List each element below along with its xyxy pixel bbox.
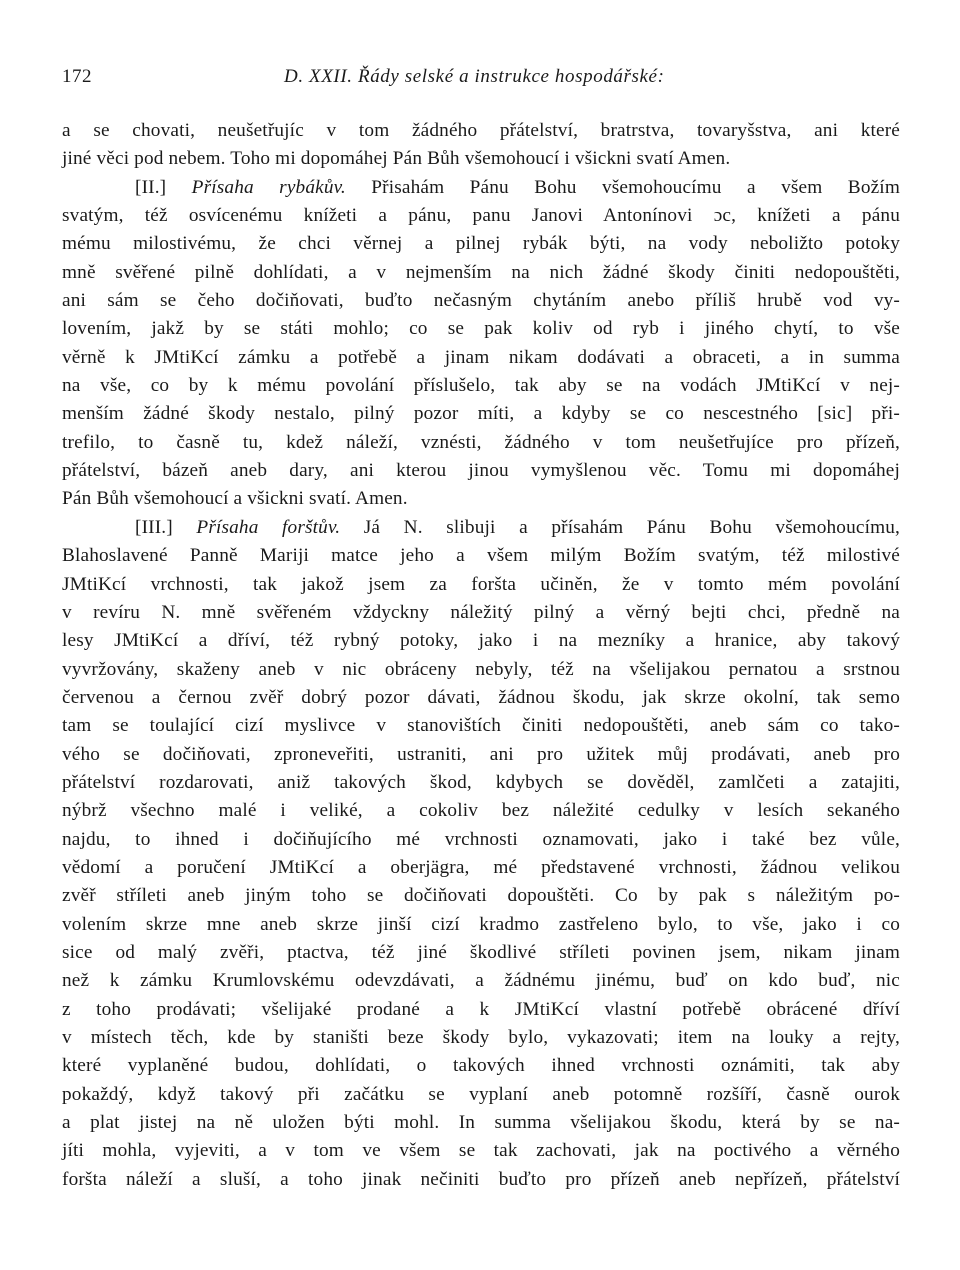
body-text xyxy=(62,117,900,1194)
section-text: Já N. slibuji a přísahám Pánu Bohu všemohoucímu, xyxy=(363,516,900,538)
text-line: jiné věci pod nebem. Toho mi dopomáhej Pán Bůh všemohoucí i všickni svatí Amen. xyxy=(62,148,731,170)
text-line: než k zámku Krumlovskému odevzdávati, a žádnému jinému, buď on kdo buď, nic xyxy=(62,970,900,992)
section-label: [II.] xyxy=(135,176,167,198)
text-line: lovením, jakž by se státi mohlo; co se pak koliv od ryb i jiného chytí, to vše xyxy=(62,318,900,340)
text-line: věrně k JMtiKcí zámku a potřebě a jinam nikam dodávati a obraceti, a in summa xyxy=(62,346,900,368)
text-line: a se chovati, neušetřujíc v tom žádného přátelství, bratrstva, tovaryšstva, ani které xyxy=(62,120,900,141)
text-line: a plat jistej na ně uložen býti mohl. In summa všelijakou škodu, která by se na- xyxy=(62,1112,900,1134)
document-page xyxy=(62,0,900,1270)
page-number: 172 xyxy=(62,66,92,87)
section-heading-line xyxy=(62,514,900,542)
text-line: pokaždý, když takový při začátku se vyplaní aneb potomně rozšíří, časně ourok xyxy=(62,1083,900,1105)
text-line: zvěř stříleti aneb jiným toho se dočiňovati dopouštěti. Co by pak s náležitým po- xyxy=(62,885,900,907)
text-line: mému milostivému, že chci věrnej a pilnej rybák býti, na vody neboližto potoky xyxy=(62,233,900,255)
text-line: na vše, co by k mému povolání příslušelo, tak aby se na vodách JMtiKcí v nej- xyxy=(62,375,900,397)
text-line: vyvržovány, skaženy aneb v nic obráceny nebyly, též na všelijakou pernatou a srstnou xyxy=(62,658,900,680)
text-line: Blahoslavené Panně Mariji matce jeho a všem milým Božím svatým, též milostivé xyxy=(62,545,900,567)
section-text: Přisahám Pánu Bohu všemohoucímu a všem Božím xyxy=(371,176,900,198)
text-line: tam se toulající cizí myslivce v stanovištích činiti nedopouštěti, aneb sám co tako- xyxy=(62,715,900,737)
text-line: menším žádné škody nestalo, pilný pozor míti, a kdyby se co nescestného [sic] při- xyxy=(62,403,900,425)
text-line: foršta náleží a sluší, a toho jinak nečiniti buďto pro přízeň aneb nepřízeň, přátelství xyxy=(62,1168,900,1190)
section-title: Přísaha rybákův. xyxy=(191,176,346,198)
text-line: nýbrž všechno malé i veliké, a cokoliv bez náležité cedulky v lesích sekaného xyxy=(62,800,900,822)
text-line: volením skrze mne aneb skrze jinší cizí kradmo zastřeleno bylo, to vše, jako i co xyxy=(62,913,900,935)
text-line: v revíru N. mně svěřeném vždyckny náležitý pilný a věrný bejti chci, předně na xyxy=(62,601,900,623)
section-title: Přísaha forštův. xyxy=(196,516,341,538)
text-line: které vyplaněné budou, dohlídati, o takových ihned vrchnosti oznámiti, tak aby xyxy=(62,1055,900,1077)
text-line: svatým, též osvícenému knížeti a pánu, panu Janovi Antonínovi ɔc, knížeti a pánu xyxy=(62,205,900,227)
text-line: sice od malý zvěři, ptactva, též jiné škodlivé stříleti povinen jsem, nikam jinam xyxy=(62,941,900,963)
text-line: trefilo, to časně tu, kdež náleží, vznésti, žádného v tom neušetřujíce pro přízeň, xyxy=(62,431,900,453)
section-label: [III.] xyxy=(135,516,173,538)
text-line: najdu, to ihned i dočiňujícího mé vrchnosti oznamovati, jako i také bez vůle, xyxy=(62,828,900,850)
text-line: v místech těch, kde by staništi beze škody bylo, vykazovati; item na louky a rejty, xyxy=(62,1027,900,1048)
text-line: přátelství, bázeň aneb dary, ani kterou jinou vymyšlenou věc. Tomu mi dopomáhej xyxy=(62,460,900,482)
running-head: D. XXII. Řády selské a instrukce hospodářské: xyxy=(284,66,665,87)
text-line: JMtiKcí vrchnosti, tak jakož jsem za foršta učiněn, že v tomto mém povolání xyxy=(62,573,900,595)
text-line: Pán Bůh všemohoucí a všickni svatí. Amen. xyxy=(62,488,408,510)
text-line: jíti mohla, vyjeviti, a v tom ve všem se tak zachovati, jak na poctivého a věrného xyxy=(62,1140,900,1162)
text-line: vědomí a poručení JMtiKcí a oberjägra, mé představené vrchnosti, žádnou velikou xyxy=(62,856,900,878)
text-line: z toho prodávati; všelijaké prodané a k JMtiKcí vlastní potřebě obrácené dříví xyxy=(62,998,900,1020)
text-line: mně svěřené pilně dohlídati, a v nejmenším na nich žádné škody činiti nedopouštěti, xyxy=(62,261,900,283)
section-heading-line xyxy=(62,174,900,202)
text-line: ani sám se čeho dočiňovati, buďto nečasným chytáním anebo příliš hrubě vod vy- xyxy=(62,290,900,312)
page-header xyxy=(62,66,900,96)
text-line: lesy JMtiKcí a dříví, též rybný potoky, jako i na mezníky a hranice, aby takový xyxy=(62,630,900,652)
text-line: červenou a černou zvěř dobrý pozor dávati, žádnou škodu, jak skrze okolní, tak semo xyxy=(62,686,900,708)
text-line: přátelství rozdarovati, aniž takových škod, kdybych se dověděl, zamlčeti a zatajiti, xyxy=(62,771,900,793)
text-line: vého se dočiňovati, zproneveřiti, ustraniti, ani pro užitek můj prodávati, aneb pro xyxy=(62,743,900,765)
